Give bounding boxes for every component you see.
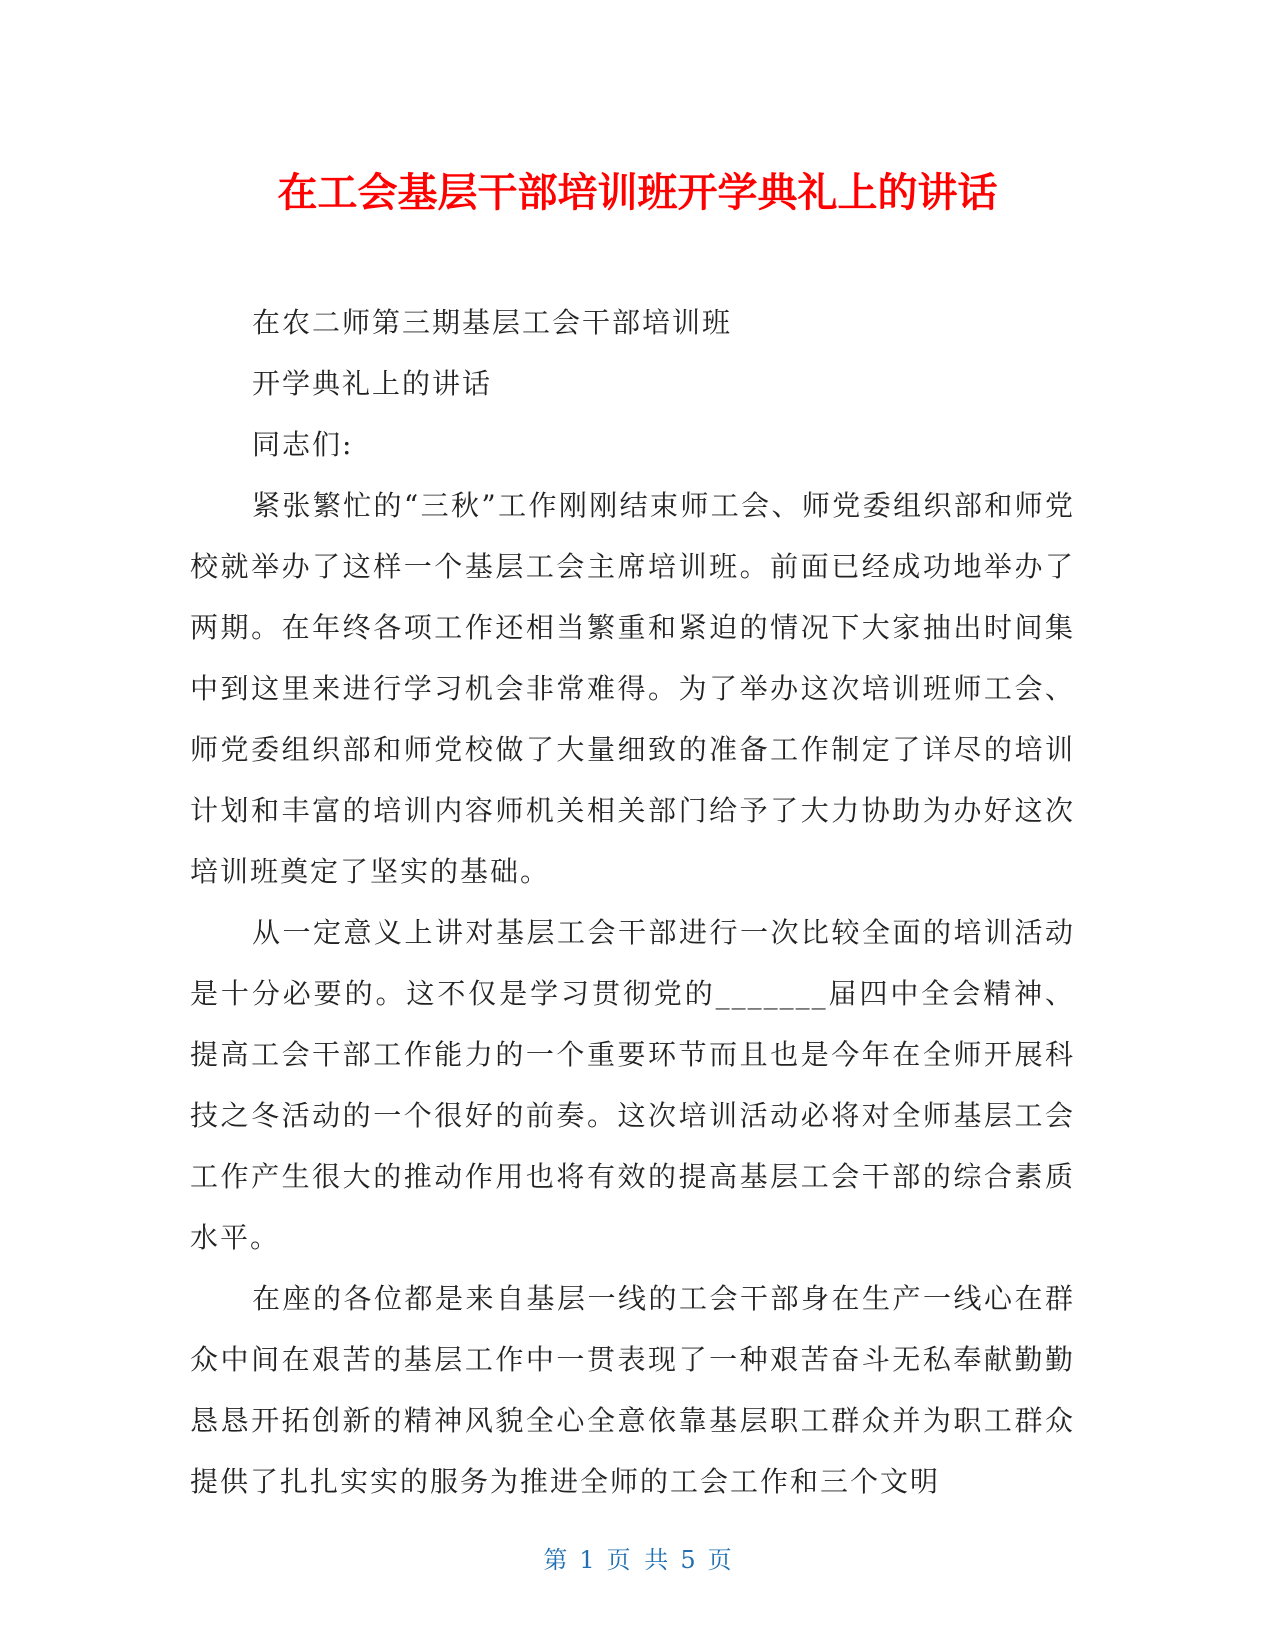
paragraph: 在座的各位都是来自基层一线的工会干部身在生产一线心在群众中间在艰苦的基层工作中一贯表现了一种艰苦奋斗无私奉献勤勤恳恳开拓创新的精神风貌全心全意依靠基层职工群众并为职工群众提供了扎扎实实的服务为推进全师的工会工作和三个文明 [190,1282,1075,1498]
page-footer [0,1545,1275,1575]
paragraph: 开学典礼上的讲话 [252,367,493,400]
page-mid: 页 共 [606,1546,669,1574]
paragraph: 紧张繁忙的“三秋”工作刚刚结束师工会、师党委组织部和师党校就举办了这样一个基层工会主席培训班。前面已经成功地举办了两期。在年终各项工作还相当繁重和紧迫的情况下大家抽出时间集中到这里来进行学习机会非常难得。为了举办这次培训班师工会、师党委组织部和师党校做了大量细致的准备工作制定了详尽的培训计划和丰富的培训内容师机关相关部门给予了大力协助为办好这次培训班奠定了坚实的基础。 [190,489,1075,888]
page-prefix: 第 [543,1546,568,1574]
document-title: 在工会基层干部培训班开学典礼上的讲话 [277,170,998,216]
paragraph: 同志们: [252,428,354,461]
page-suffix: 页 [707,1546,732,1574]
page-number: 1 [579,1546,595,1574]
paragraph: 在农二师第三期基层工会干部培训班 [252,306,733,339]
document-body [190,292,1075,1512]
paragraph: 从一定意义上讲对基层工会干部进行一次比较全面的培训活动是十分必要的。这不仅是学习贯彻党的_______届四中全会精神、提高工会干部工作能力的一个重要环节而且也是今年在全师开展科技之冬活动的一个很好的前奏。这次培训活动必将对全师基层工会工作产生很大的推动作用也将有效的提高基层工会干部的综合素质水平。 [190,916,1075,1254]
page-total: 5 [680,1546,696,1574]
